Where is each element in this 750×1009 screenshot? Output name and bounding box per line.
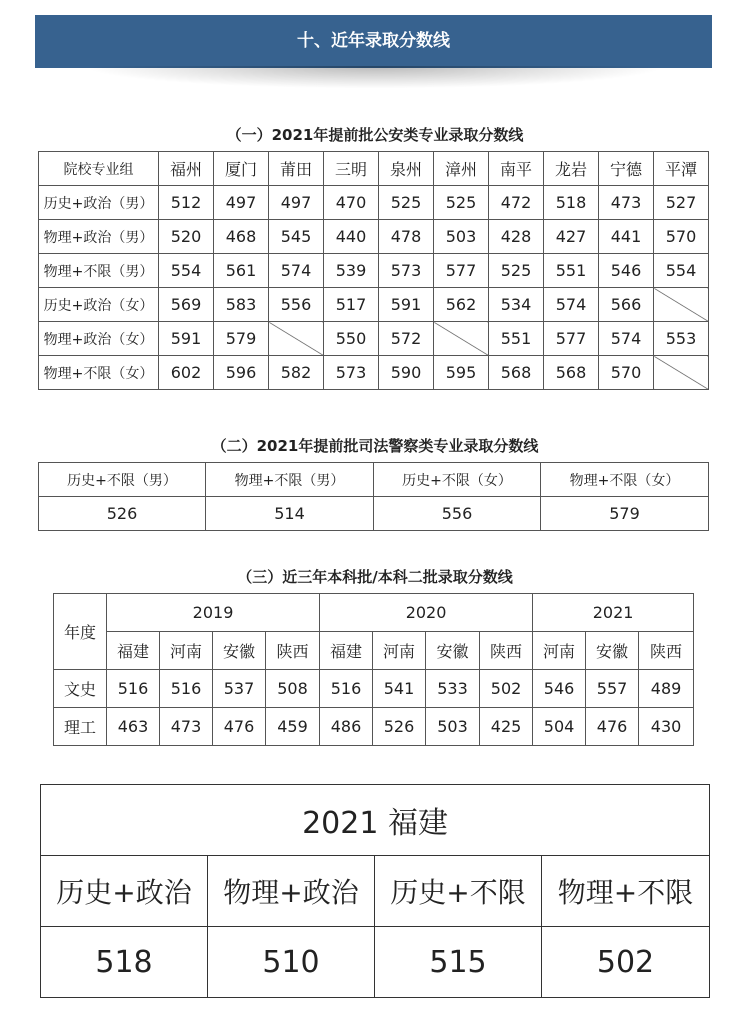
score-cell: 514 — [206, 497, 374, 531]
score-cell: 476 — [213, 708, 266, 746]
score-cell: 472 — [489, 186, 544, 220]
score-cell: 569 — [159, 288, 214, 322]
row-label: 历史+政治（女） — [39, 288, 159, 322]
score-cell: 476 — [586, 708, 639, 746]
empty-cell — [269, 322, 324, 356]
score-cell: 554 — [159, 254, 214, 288]
table-row — [39, 186, 709, 220]
score-cell: 568 — [544, 356, 599, 390]
score-cell: 427 — [544, 220, 599, 254]
score-cell: 525 — [434, 186, 489, 220]
table-header-row — [41, 856, 710, 927]
score-cell: 516 — [320, 670, 373, 708]
score-cell: 503 — [434, 220, 489, 254]
header-cell: 历史+政治 — [41, 856, 208, 927]
province-cell: 陕西 — [639, 632, 694, 670]
row-label: 理工 — [54, 708, 107, 746]
police-score-table — [38, 151, 709, 390]
score-cell: 570 — [654, 220, 709, 254]
year-header-row — [54, 594, 694, 632]
row-label: 历史+政治（男） — [39, 186, 159, 220]
header-cell: 院校专业组 — [39, 152, 159, 186]
score-cell: 554 — [654, 254, 709, 288]
score-cell: 561 — [214, 254, 269, 288]
score-cell: 473 — [160, 708, 213, 746]
score-cell: 582 — [269, 356, 324, 390]
year-cell: 2021 — [533, 594, 694, 632]
header-cell: 南平 — [489, 152, 544, 186]
banner-shadow — [90, 66, 660, 88]
empty-cell — [654, 288, 709, 322]
score-cell: 440 — [324, 220, 379, 254]
row-label: 物理+政治（男） — [39, 220, 159, 254]
score-cell: 504 — [533, 708, 586, 746]
score-cell: 512 — [159, 186, 214, 220]
score-cell: 478 — [379, 220, 434, 254]
province-cell: 安徽 — [426, 632, 480, 670]
score-cell: 550 — [324, 322, 379, 356]
score-cell: 508 — [266, 670, 320, 708]
score-cell: 486 — [320, 708, 373, 746]
row-label: 物理+政治（女） — [39, 322, 159, 356]
score-cell: 546 — [599, 254, 654, 288]
score-cell: 573 — [379, 254, 434, 288]
header-cell: 物理+不限（男） — [206, 463, 374, 497]
score-cell: 577 — [434, 254, 489, 288]
score-cell: 470 — [324, 186, 379, 220]
score-cell: 602 — [159, 356, 214, 390]
table-row — [41, 927, 710, 998]
header-cell: 历史+不限（男） — [39, 463, 206, 497]
score-cell: 459 — [266, 708, 320, 746]
score-cell: 425 — [480, 708, 533, 746]
province-cell: 福建 — [107, 632, 160, 670]
header-cell: 物理+不限（女） — [541, 463, 709, 497]
score-cell: 583 — [214, 288, 269, 322]
province-cell: 安徽 — [586, 632, 639, 670]
table-row — [39, 288, 709, 322]
province-cell: 陕西 — [480, 632, 533, 670]
header-cell: 三明 — [324, 152, 379, 186]
table3-title: （三）近三年本科批/本科二批录取分数线 — [237, 568, 513, 586]
score-cell: 551 — [544, 254, 599, 288]
table-header-row — [39, 463, 709, 497]
score-cell: 526 — [373, 708, 426, 746]
year-label-cell: 年度 — [54, 594, 107, 670]
score-cell: 525 — [379, 186, 434, 220]
row-label: 物理+不限（女） — [39, 356, 159, 390]
table-row — [54, 670, 694, 708]
table-title-row — [41, 785, 710, 856]
score-cell: 518 — [41, 927, 208, 998]
score-cell: 489 — [639, 670, 694, 708]
score-cell: 510 — [208, 927, 375, 998]
score-cell: 557 — [586, 670, 639, 708]
province-cell: 河南 — [533, 632, 586, 670]
table-row — [54, 708, 694, 746]
score-cell: 525 — [489, 254, 544, 288]
province-cell: 陕西 — [266, 632, 320, 670]
year-cell: 2020 — [320, 594, 533, 632]
score-cell: 590 — [379, 356, 434, 390]
header-cell: 物理+不限 — [542, 856, 710, 927]
score-cell: 515 — [375, 927, 542, 998]
table-row — [39, 356, 709, 390]
province-cell: 河南 — [373, 632, 426, 670]
score-cell: 556 — [269, 288, 324, 322]
score-cell: 430 — [639, 708, 694, 746]
score-cell: 574 — [544, 288, 599, 322]
province-header-row — [54, 632, 694, 670]
score-cell: 502 — [542, 927, 710, 998]
table-row — [39, 322, 709, 356]
score-cell: 568 — [489, 356, 544, 390]
header-cell: 福州 — [159, 152, 214, 186]
province-cell: 福建 — [320, 632, 373, 670]
score-cell: 546 — [533, 670, 586, 708]
score-cell: 473 — [599, 186, 654, 220]
score-cell: 591 — [159, 322, 214, 356]
score-cell: 570 — [599, 356, 654, 390]
table-row — [39, 254, 709, 288]
undergrad-score-table — [53, 593, 694, 746]
score-cell: 516 — [107, 670, 160, 708]
score-cell: 577 — [544, 322, 599, 356]
score-cell: 526 — [39, 497, 206, 531]
score-cell: 463 — [107, 708, 160, 746]
header-cell: 历史+不限 — [375, 856, 542, 927]
score-cell: 533 — [426, 670, 480, 708]
score-cell: 441 — [599, 220, 654, 254]
empty-cell — [434, 322, 489, 356]
score-cell: 579 — [541, 497, 709, 531]
year-cell: 2019 — [107, 594, 320, 632]
table-header-row — [39, 152, 709, 186]
score-cell: 468 — [214, 220, 269, 254]
score-cell: 566 — [599, 288, 654, 322]
score-cell: 497 — [269, 186, 324, 220]
section-title: 十、近年录取分数线 — [297, 31, 450, 51]
table1-title: （一）2021年提前批公安类专业录取分数线 — [226, 126, 524, 144]
header-cell: 厦门 — [214, 152, 269, 186]
score-cell: 428 — [489, 220, 544, 254]
empty-cell — [654, 356, 709, 390]
score-cell: 517 — [324, 288, 379, 322]
score-cell: 562 — [434, 288, 489, 322]
header-cell: 龙岩 — [544, 152, 599, 186]
score-cell: 572 — [379, 322, 434, 356]
header-cell: 莆田 — [269, 152, 324, 186]
row-label: 物理+不限（男） — [39, 254, 159, 288]
score-cell: 595 — [434, 356, 489, 390]
header-cell: 平潭 — [654, 152, 709, 186]
score-cell: 502 — [480, 670, 533, 708]
header-cell: 泉州 — [379, 152, 434, 186]
score-cell: 553 — [654, 322, 709, 356]
score-cell: 591 — [379, 288, 434, 322]
fujian-2021-score-table — [40, 784, 710, 998]
score-cell: 539 — [324, 254, 379, 288]
score-cell: 596 — [214, 356, 269, 390]
score-cell: 503 — [426, 708, 480, 746]
score-cell: 537 — [213, 670, 266, 708]
score-cell: 545 — [269, 220, 324, 254]
score-cell: 574 — [599, 322, 654, 356]
score-cell: 534 — [489, 288, 544, 322]
score-cell: 541 — [373, 670, 426, 708]
table-row — [39, 497, 709, 531]
header-cell: 物理+政治 — [208, 856, 375, 927]
score-cell: 556 — [374, 497, 541, 531]
score-cell: 573 — [324, 356, 379, 390]
score-cell: 527 — [654, 186, 709, 220]
table2-title: （二）2021年提前批司法警察类专业录取分数线 — [211, 437, 539, 455]
row-label: 文史 — [54, 670, 107, 708]
province-cell: 河南 — [160, 632, 213, 670]
header-cell: 宁德 — [599, 152, 654, 186]
score-cell: 574 — [269, 254, 324, 288]
header-cell: 漳州 — [434, 152, 489, 186]
province-cell: 安徽 — [213, 632, 266, 670]
header-cell: 历史+不限（女） — [374, 463, 541, 497]
score-cell: 516 — [160, 670, 213, 708]
score-cell: 497 — [214, 186, 269, 220]
score-cell: 520 — [159, 220, 214, 254]
score-cell: 551 — [489, 322, 544, 356]
score-cell: 518 — [544, 186, 599, 220]
table4-title: 2021 福建 — [41, 785, 710, 856]
judicial-police-score-table — [38, 462, 709, 531]
table-row — [39, 220, 709, 254]
score-cell: 579 — [214, 322, 269, 356]
section-banner — [35, 15, 712, 68]
